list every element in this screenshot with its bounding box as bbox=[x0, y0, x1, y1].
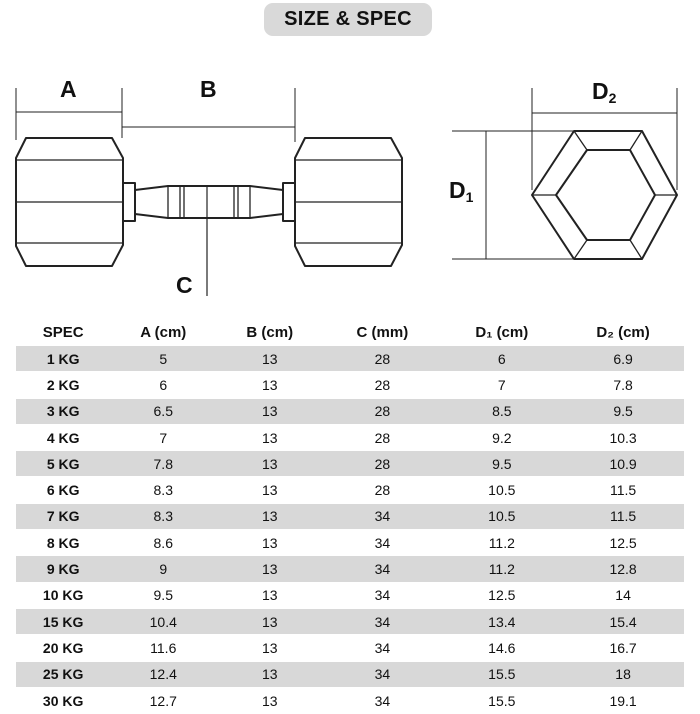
table-row bbox=[16, 398, 684, 424]
a-cell: 8.6 bbox=[110, 530, 216, 556]
d2-cell: 18 bbox=[562, 661, 684, 687]
spec-cell: 30 KG bbox=[16, 687, 110, 713]
d1-cell: 10.5 bbox=[441, 503, 562, 529]
spec-cell: 7 KG bbox=[16, 503, 110, 529]
table-row bbox=[16, 477, 684, 503]
handle-collar-left bbox=[123, 183, 135, 221]
c-cell: 34 bbox=[323, 503, 441, 529]
table-row bbox=[16, 451, 684, 477]
page-title-text: SIZE & SPEC bbox=[284, 8, 412, 30]
table-row bbox=[16, 503, 684, 529]
table-row bbox=[16, 556, 684, 582]
spec-table-header bbox=[16, 318, 684, 346]
c-cell: 28 bbox=[323, 451, 441, 477]
a-cell: 7.8 bbox=[110, 451, 216, 477]
table-row bbox=[16, 424, 684, 450]
spec-cell: 2 KG bbox=[16, 372, 110, 398]
c-cell: 34 bbox=[323, 582, 441, 608]
a-cell: 7 bbox=[110, 424, 216, 450]
spec-cell: 6 KG bbox=[16, 477, 110, 503]
a-cell: 8.3 bbox=[110, 477, 216, 503]
a-cell: 12.7 bbox=[110, 687, 216, 713]
spec-table bbox=[16, 318, 684, 714]
header-b: B (cm) bbox=[246, 323, 294, 341]
label-d1-sub: 1 bbox=[465, 189, 474, 205]
c-cell: 34 bbox=[323, 530, 441, 556]
d1-cell: 10.5 bbox=[441, 477, 562, 503]
b-cell: 13 bbox=[216, 451, 323, 477]
d1-cell: 15.5 bbox=[441, 661, 562, 687]
c-cell: 34 bbox=[323, 687, 441, 713]
spec-cell: 5 KG bbox=[16, 451, 110, 477]
table-row bbox=[16, 608, 684, 634]
dumbbell-diagram bbox=[0, 0, 700, 310]
c-cell: 34 bbox=[323, 556, 441, 582]
a-cell: 12.4 bbox=[110, 661, 216, 687]
c-cell: 28 bbox=[323, 424, 441, 450]
header-a: A (cm) bbox=[140, 323, 187, 341]
a-cell: 9.5 bbox=[110, 582, 216, 608]
d1-cell: 15.5 bbox=[441, 687, 562, 713]
d1-cell: 13.4 bbox=[441, 608, 562, 634]
d2-cell: 11.5 bbox=[562, 477, 684, 503]
spec-cell: 4 KG bbox=[16, 424, 110, 450]
label-a: A bbox=[60, 76, 77, 102]
b-cell: 13 bbox=[216, 635, 323, 661]
a-cell: 9 bbox=[110, 556, 216, 582]
d2-cell: 9.5 bbox=[562, 398, 684, 424]
hex-edge-5 bbox=[574, 240, 587, 259]
a-cell: 6.5 bbox=[110, 398, 216, 424]
b-cell: 13 bbox=[216, 398, 323, 424]
hex-edge-1 bbox=[574, 131, 587, 150]
label-d1 bbox=[449, 177, 473, 205]
spec-cell: 10 KG bbox=[16, 582, 110, 608]
label-d2 bbox=[592, 78, 616, 106]
spec-cell: 20 KG bbox=[16, 635, 110, 661]
a-cell: 8.3 bbox=[110, 503, 216, 529]
c-cell: 28 bbox=[323, 372, 441, 398]
d2-cell: 10.9 bbox=[562, 451, 684, 477]
hex-edge-4 bbox=[630, 240, 642, 259]
d2-cell: 16.7 bbox=[562, 635, 684, 661]
spec-cell: 9 KG bbox=[16, 556, 110, 582]
d1-cell: 6 bbox=[441, 346, 562, 372]
hex-edge-2 bbox=[630, 131, 642, 150]
header-spec: SPEC bbox=[42, 323, 84, 341]
label-b: B bbox=[200, 76, 217, 102]
b-cell: 13 bbox=[216, 477, 323, 503]
header-c: C (mm) bbox=[356, 323, 409, 341]
label-d2-main: D bbox=[592, 78, 609, 104]
table-row bbox=[16, 687, 684, 713]
table-row bbox=[16, 582, 684, 608]
d2-cell: 15.4 bbox=[562, 608, 684, 634]
d2-cell: 10.3 bbox=[562, 424, 684, 450]
c-cell: 34 bbox=[323, 635, 441, 661]
d1-cell: 12.5 bbox=[441, 582, 562, 608]
b-cell: 13 bbox=[216, 687, 323, 713]
b-cell: 13 bbox=[216, 503, 323, 529]
label-c: C bbox=[176, 272, 193, 298]
spec-cell: 25 KG bbox=[16, 661, 110, 687]
d2-cell: 6.9 bbox=[562, 346, 684, 372]
d1-cell: 11.2 bbox=[441, 530, 562, 556]
spec-cell: 8 KG bbox=[16, 530, 110, 556]
d1-cell: 14.6 bbox=[441, 635, 562, 661]
a-cell: 6 bbox=[110, 372, 216, 398]
table-row bbox=[16, 530, 684, 556]
spec-cell: 15 KG bbox=[16, 608, 110, 634]
b-cell: 13 bbox=[216, 424, 323, 450]
d1-cell: 9.5 bbox=[441, 451, 562, 477]
header-d1: D₁ (cm) bbox=[475, 323, 529, 341]
d1-cell: 9.2 bbox=[441, 424, 562, 450]
c-cell: 28 bbox=[323, 477, 441, 503]
b-cell: 13 bbox=[216, 346, 323, 372]
b-cell: 13 bbox=[216, 582, 323, 608]
b-cell: 13 bbox=[216, 608, 323, 634]
spec-cell: 3 KG bbox=[16, 398, 110, 424]
spec-table-body bbox=[16, 346, 684, 714]
label-d2-sub: 2 bbox=[608, 90, 617, 106]
a-cell: 10.4 bbox=[110, 608, 216, 634]
table-row bbox=[16, 661, 684, 687]
d2-cell: 14 bbox=[562, 582, 684, 608]
a-cell: 11.6 bbox=[110, 635, 216, 661]
c-cell: 28 bbox=[323, 398, 441, 424]
b-cell: 13 bbox=[216, 556, 323, 582]
d2-cell: 19.1 bbox=[562, 687, 684, 713]
d1-cell: 7 bbox=[441, 372, 562, 398]
handle-collar-right bbox=[283, 183, 295, 221]
c-cell: 28 bbox=[323, 346, 441, 372]
b-cell: 13 bbox=[216, 530, 323, 556]
d2-cell: 12.5 bbox=[562, 530, 684, 556]
d2-cell: 12.8 bbox=[562, 556, 684, 582]
handle-grip bbox=[135, 186, 283, 218]
hex-inner bbox=[556, 150, 655, 240]
d2-cell: 7.8 bbox=[562, 372, 684, 398]
b-cell: 13 bbox=[216, 372, 323, 398]
b-cell: 13 bbox=[216, 661, 323, 687]
spec-cell: 1 KG bbox=[16, 346, 110, 372]
d2-cell: 11.5 bbox=[562, 503, 684, 529]
label-d1-main: D bbox=[449, 177, 466, 203]
table-row bbox=[16, 346, 684, 372]
c-cell: 34 bbox=[323, 661, 441, 687]
c-cell: 34 bbox=[323, 608, 441, 634]
a-cell: 5 bbox=[110, 346, 216, 372]
table-row bbox=[16, 372, 684, 398]
header-d2: D₂ (cm) bbox=[596, 323, 650, 341]
d1-cell: 8.5 bbox=[441, 398, 562, 424]
table-row bbox=[16, 635, 684, 661]
d1-cell: 11.2 bbox=[441, 556, 562, 582]
